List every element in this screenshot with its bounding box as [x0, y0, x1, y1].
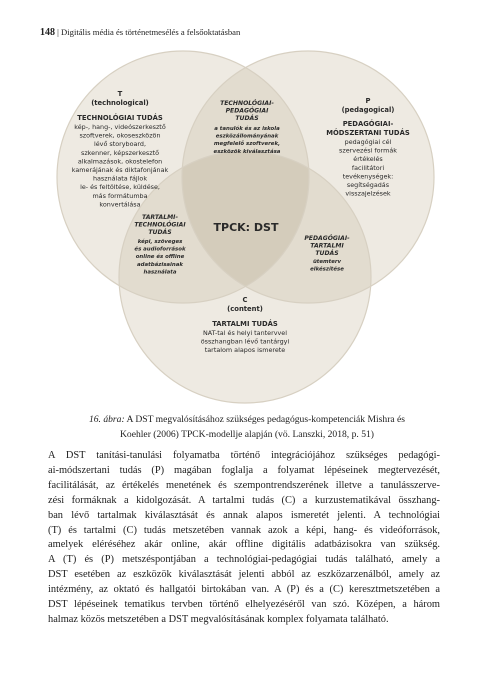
tp-title: TECHNOLÓGIAI- — [220, 100, 274, 107]
t-title: TECHNOLÓGIAI TUDÁS — [77, 114, 163, 122]
p-title: MÓDSZERTANI TUDÁS — [326, 128, 410, 137]
t-letter: T — [117, 90, 123, 98]
p-label: (pedagogical) — [341, 106, 395, 114]
tp-line: a tanulók és az iskola — [214, 126, 280, 132]
t-line: lévő storyboard, — [93, 140, 147, 149]
tp-line: megfelelő szoftverek, — [213, 141, 281, 148]
t-line: szoftverek, okoseszközön — [79, 131, 161, 140]
p-line: visszajelzések — [345, 189, 391, 198]
figure-number: 16. ábra: — [88, 414, 125, 425]
tp-line: eszközállományának — [215, 133, 279, 140]
caption-line-1: A DST megvalósításához szükséges pedagógus-kompetenciák Mishra és — [124, 414, 406, 425]
figure-caption — [52, 412, 442, 442]
t-line: konvertálása — [99, 200, 141, 209]
t-line: más formátumba — [92, 191, 148, 200]
pc-title: TUDÁS — [315, 250, 339, 258]
pc-title: TARTALMI — [310, 242, 344, 250]
c-title: TARTALMI TUDÁS — [212, 320, 278, 328]
page-number: 148 — [40, 27, 55, 38]
body-line: (T) és tartalmi (C) tudás metszetében vannak azok a képi, hang- és videóforrások, — [48, 524, 440, 536]
tc-title: TECHNOLÓGIAI — [134, 221, 186, 229]
body-line: intézmény, az oktató és hallgatói birtokában van. A (P) és a (C) keresztmetszetében a — [48, 584, 440, 596]
body-line: ai-módszertani tudás (P) magában foglalja a folyamat lépéseinek megtervezését, — [48, 464, 440, 476]
p-line: facilitátori — [351, 163, 385, 172]
body-line: facilitálását, az értékelés menetének és szempontrendszerének illetve a tanulásszerve- — [48, 479, 440, 491]
t-line: használata fájlok — [92, 174, 148, 183]
tc-line: online és offline — [135, 254, 185, 261]
body-line: zési formáknak a kidolgozását. A tartalmi tudás (C) a kurzustematikával összhang- — [48, 494, 440, 506]
running-title: Digitális média és történetmesélés a felsőoktatásban — [61, 27, 241, 37]
body-line: halmaz közös metszetében a DST megvalósításának komplex folyamata található. — [48, 613, 389, 625]
t-line: szkenner, képszerkesztő — [80, 148, 160, 157]
tc-line: képi, szöveges — [137, 239, 183, 245]
body-line: ban lévő tartalmak kiválasztását és annak alapos ismeretét jelenti. A technológiai — [48, 509, 440, 521]
body-line: DST lépéseinek tematikus tervben történő elhelyezéséről van szó. Középen, a három — [48, 599, 440, 611]
body-line: DST esetében az eszközök kiválasztását jelenti abból az eszközarzenálból, amely az — [48, 569, 440, 581]
tc-line: adatbázisainak — [137, 261, 183, 268]
p-title: PEDAGÓGIAI- — [342, 120, 394, 128]
p-line: pedagógiai cél — [344, 138, 392, 146]
p-line: szervezési formák — [339, 146, 397, 155]
t-line: alkalmazások, okostelefon — [77, 157, 163, 166]
body-line: amelyek eléréséhez akár online, akár offline digitális adatbázisokra van szükség. — [48, 539, 440, 551]
c-label: (content) — [227, 305, 263, 313]
tc-title: TUDÁS — [148, 229, 172, 237]
tc-line: és audioforrások — [134, 246, 186, 253]
body-paragraph — [48, 449, 440, 628]
caption-line-2: Koehler (2006) TPCK-modellje alapján (vö. Lanszki, 2018, p. 51) — [119, 429, 374, 440]
c-line: összhangban lévő tantárgyi — [200, 337, 290, 346]
tp-line: eszközök kiválasztása — [213, 148, 281, 155]
tp-title: PEDAGÓGIAI — [225, 107, 269, 115]
t-label: (technological) — [91, 99, 149, 107]
p-line: segítségadás — [346, 181, 390, 189]
pc-line: ütemterv — [312, 259, 342, 265]
tc-line: használata — [143, 269, 177, 276]
center-label: TPCK: DST — [213, 221, 279, 234]
t-line: kamerájának és diktafonjának — [71, 166, 169, 174]
p-line: tevékenységek: — [342, 172, 394, 181]
pc-title: PEDAGÓGIAI- — [304, 235, 350, 242]
c-letter: C — [242, 296, 248, 304]
body-line: A DST tanítási-tanulási folyamatba történő integrációjához szükséges pedagógi- — [48, 450, 440, 461]
pc-line: elkészítése — [310, 266, 344, 273]
t-line: kép-, hang-, videószerkesztő — [74, 123, 166, 131]
p-letter: P — [365, 97, 371, 105]
header-separator: | — [57, 27, 59, 37]
c-line: tartalom alapos ismerete — [204, 346, 286, 355]
c-line: NAT-tal és helyi tantervvel — [203, 329, 287, 337]
body-line: A (T) és (P) metszéspontjában a technológiai-pedagógiai tudás található, amely a — [48, 554, 440, 566]
t-line: le- és feltöltése, küldése, — [80, 183, 160, 192]
p-line: értékelés — [353, 155, 383, 164]
tp-title: TUDÁS — [235, 115, 259, 123]
tc-title: TARTALMI- — [142, 214, 178, 221]
